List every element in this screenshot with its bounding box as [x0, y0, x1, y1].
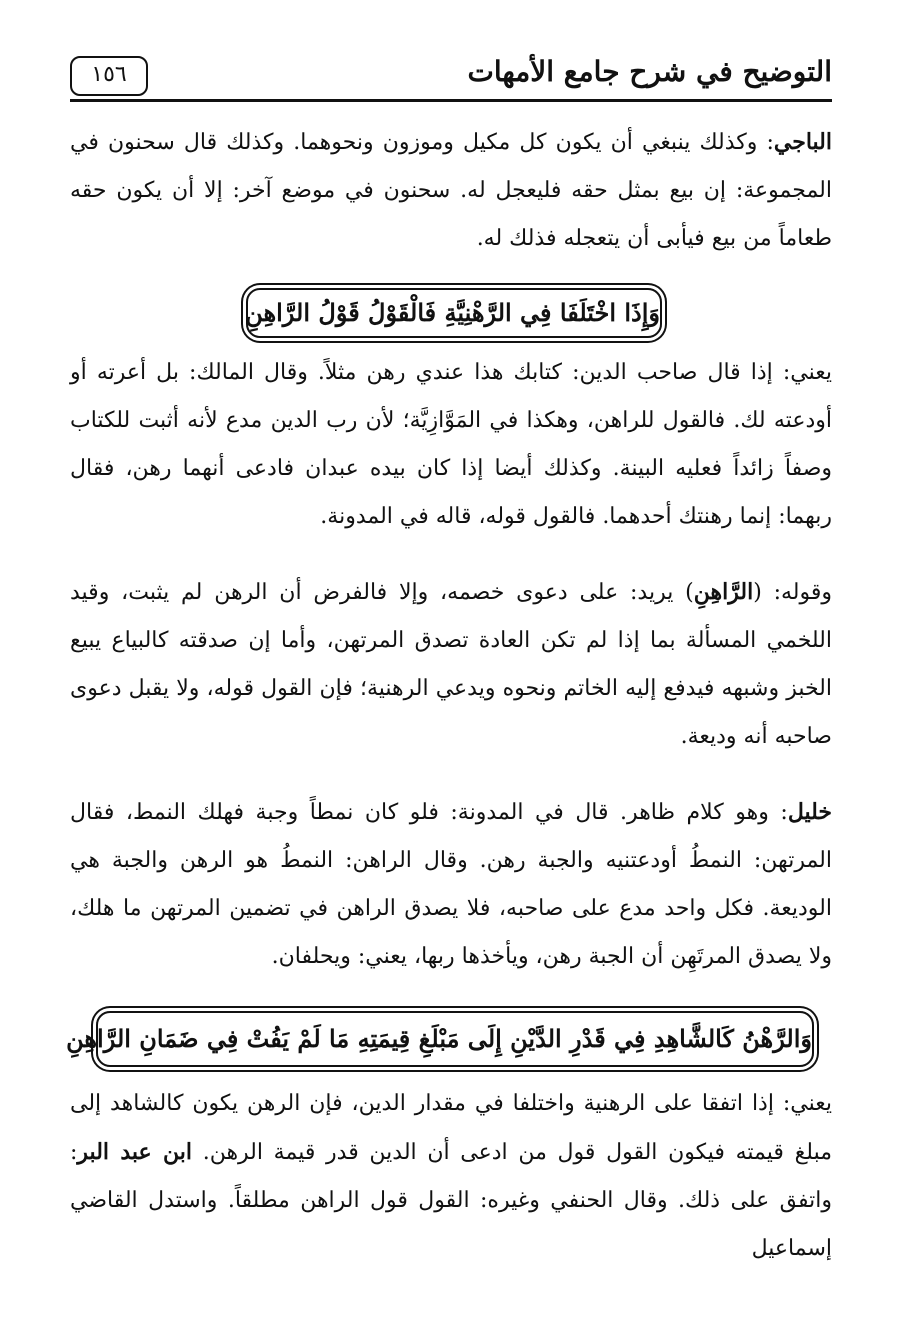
paragraph-text: : وكذلك ينبغي أن يكون كل مكيل وموزون ونحوهما. وكذلك قال سحنون في المجموعة: إن بيع بمثل حقه فليعجل له. سحنون في موضع آخر: إلا أن يكون حقه طعاماً من بيع فيأبى أن يتعجله فذلك له.	[70, 130, 832, 251]
paragraph-1	[70, 118, 832, 263]
paragraph-4	[70, 788, 832, 981]
paragraph-2	[70, 349, 832, 541]
scholar-name: الباجي	[773, 129, 832, 155]
paragraph-text: وقوله: (	[753, 580, 832, 605]
page-header	[70, 50, 832, 100]
paragraph-text: ) يريد: على دعوى خصمه، وإلا فالفرض أن الرهن لم يثبت، وقيد اللخمي المسألة بما إذا لم تكن العادة تصدق المرتهن، وأما إن صدقته كالبياع يبيع الخبز وشبهه فيدفع إليه الخاتم ونحوه ويدعي الرهنية؛ فإن القول قوله، ولا يقبل دعوى صاحبه أنه وديعة.	[70, 580, 832, 749]
paragraph-text: يعني: إذا قال صاحب الدين: كتابك هذا عندي رهن مثلاً. وقال المالك: بل أعرته أو أودعته لك. فالقول للراهن، وهكذا في المَوَّازِيَّة؛ لأن رب الدين مدع لأنه أثبت للكتاب وصفاً زائداً فعليه البينة. وكذلك أيضا إذا كان بيده عبدان فادعى أنهما رهن، فقال ربهما: إنما رهنتك أحدهما. فالقول قوله، قاله في المدونة.	[70, 360, 832, 529]
matn-box-1: وَإِذَا اخْتَلَفَا فِي الرَّهْنِيَّةِ فَالْقَوْلُ قَوْلُ الرَّاهِنِ	[246, 288, 662, 338]
book-title: التوضيح في شرح جامع الأمهات	[467, 55, 832, 88]
scholar-name: ابن عبد البر	[77, 1139, 193, 1165]
page-number: ١٥٦	[70, 56, 148, 96]
header-rule	[70, 99, 832, 102]
scholar-name: خليل	[787, 799, 832, 825]
quoted-term: الرَّاهِنِ	[693, 579, 754, 605]
paragraph-3	[70, 568, 832, 761]
paragraph-5	[70, 1080, 832, 1273]
matn-box-2: وَالرَّهْنُ كَالشَّاهِدِ فِي قَدْرِ الدَّيْنِ إِلَى مَبْلَغِ قِيمَتِهِ مَا لَمْ يَفُتْ فِي ضَمَانِ الرَّاهِنِ	[96, 1011, 814, 1067]
paragraph-text: : واتفق على ذلك. وقال الحنفي وغيره: القول قول الراهن مطلقاً. واستدل القاضي إسماعيل	[70, 1140, 832, 1261]
paragraph-text: يعني: إذا اتفقا على الرهنية واختلفا في مقدار الدين، فإن الرهن يكون كالشاهد إلى مبلغ قيمته فيكون القول قول من ادعى أن الدين قدر قيمة الرهن.	[70, 1091, 832, 1165]
paragraph-text: : وهو كلام ظاهر. قال في المدونة: فلو كان نمطاً وجبة فهلك النمط، فقال المرتهن: النمطُ أودعتنيه والجبة رهن. وقال الراهن: النمطُ هو الرهن والجبة هي الوديعة. فكل واحد مدع على صاحبه، فلا يصدق الراهن في تضمين المرتهن ما هلك، ولا يصدق المرتَهِن أن الجبة رهن، ويأخذها ربها، يعني: ويحلفان.	[70, 800, 832, 969]
